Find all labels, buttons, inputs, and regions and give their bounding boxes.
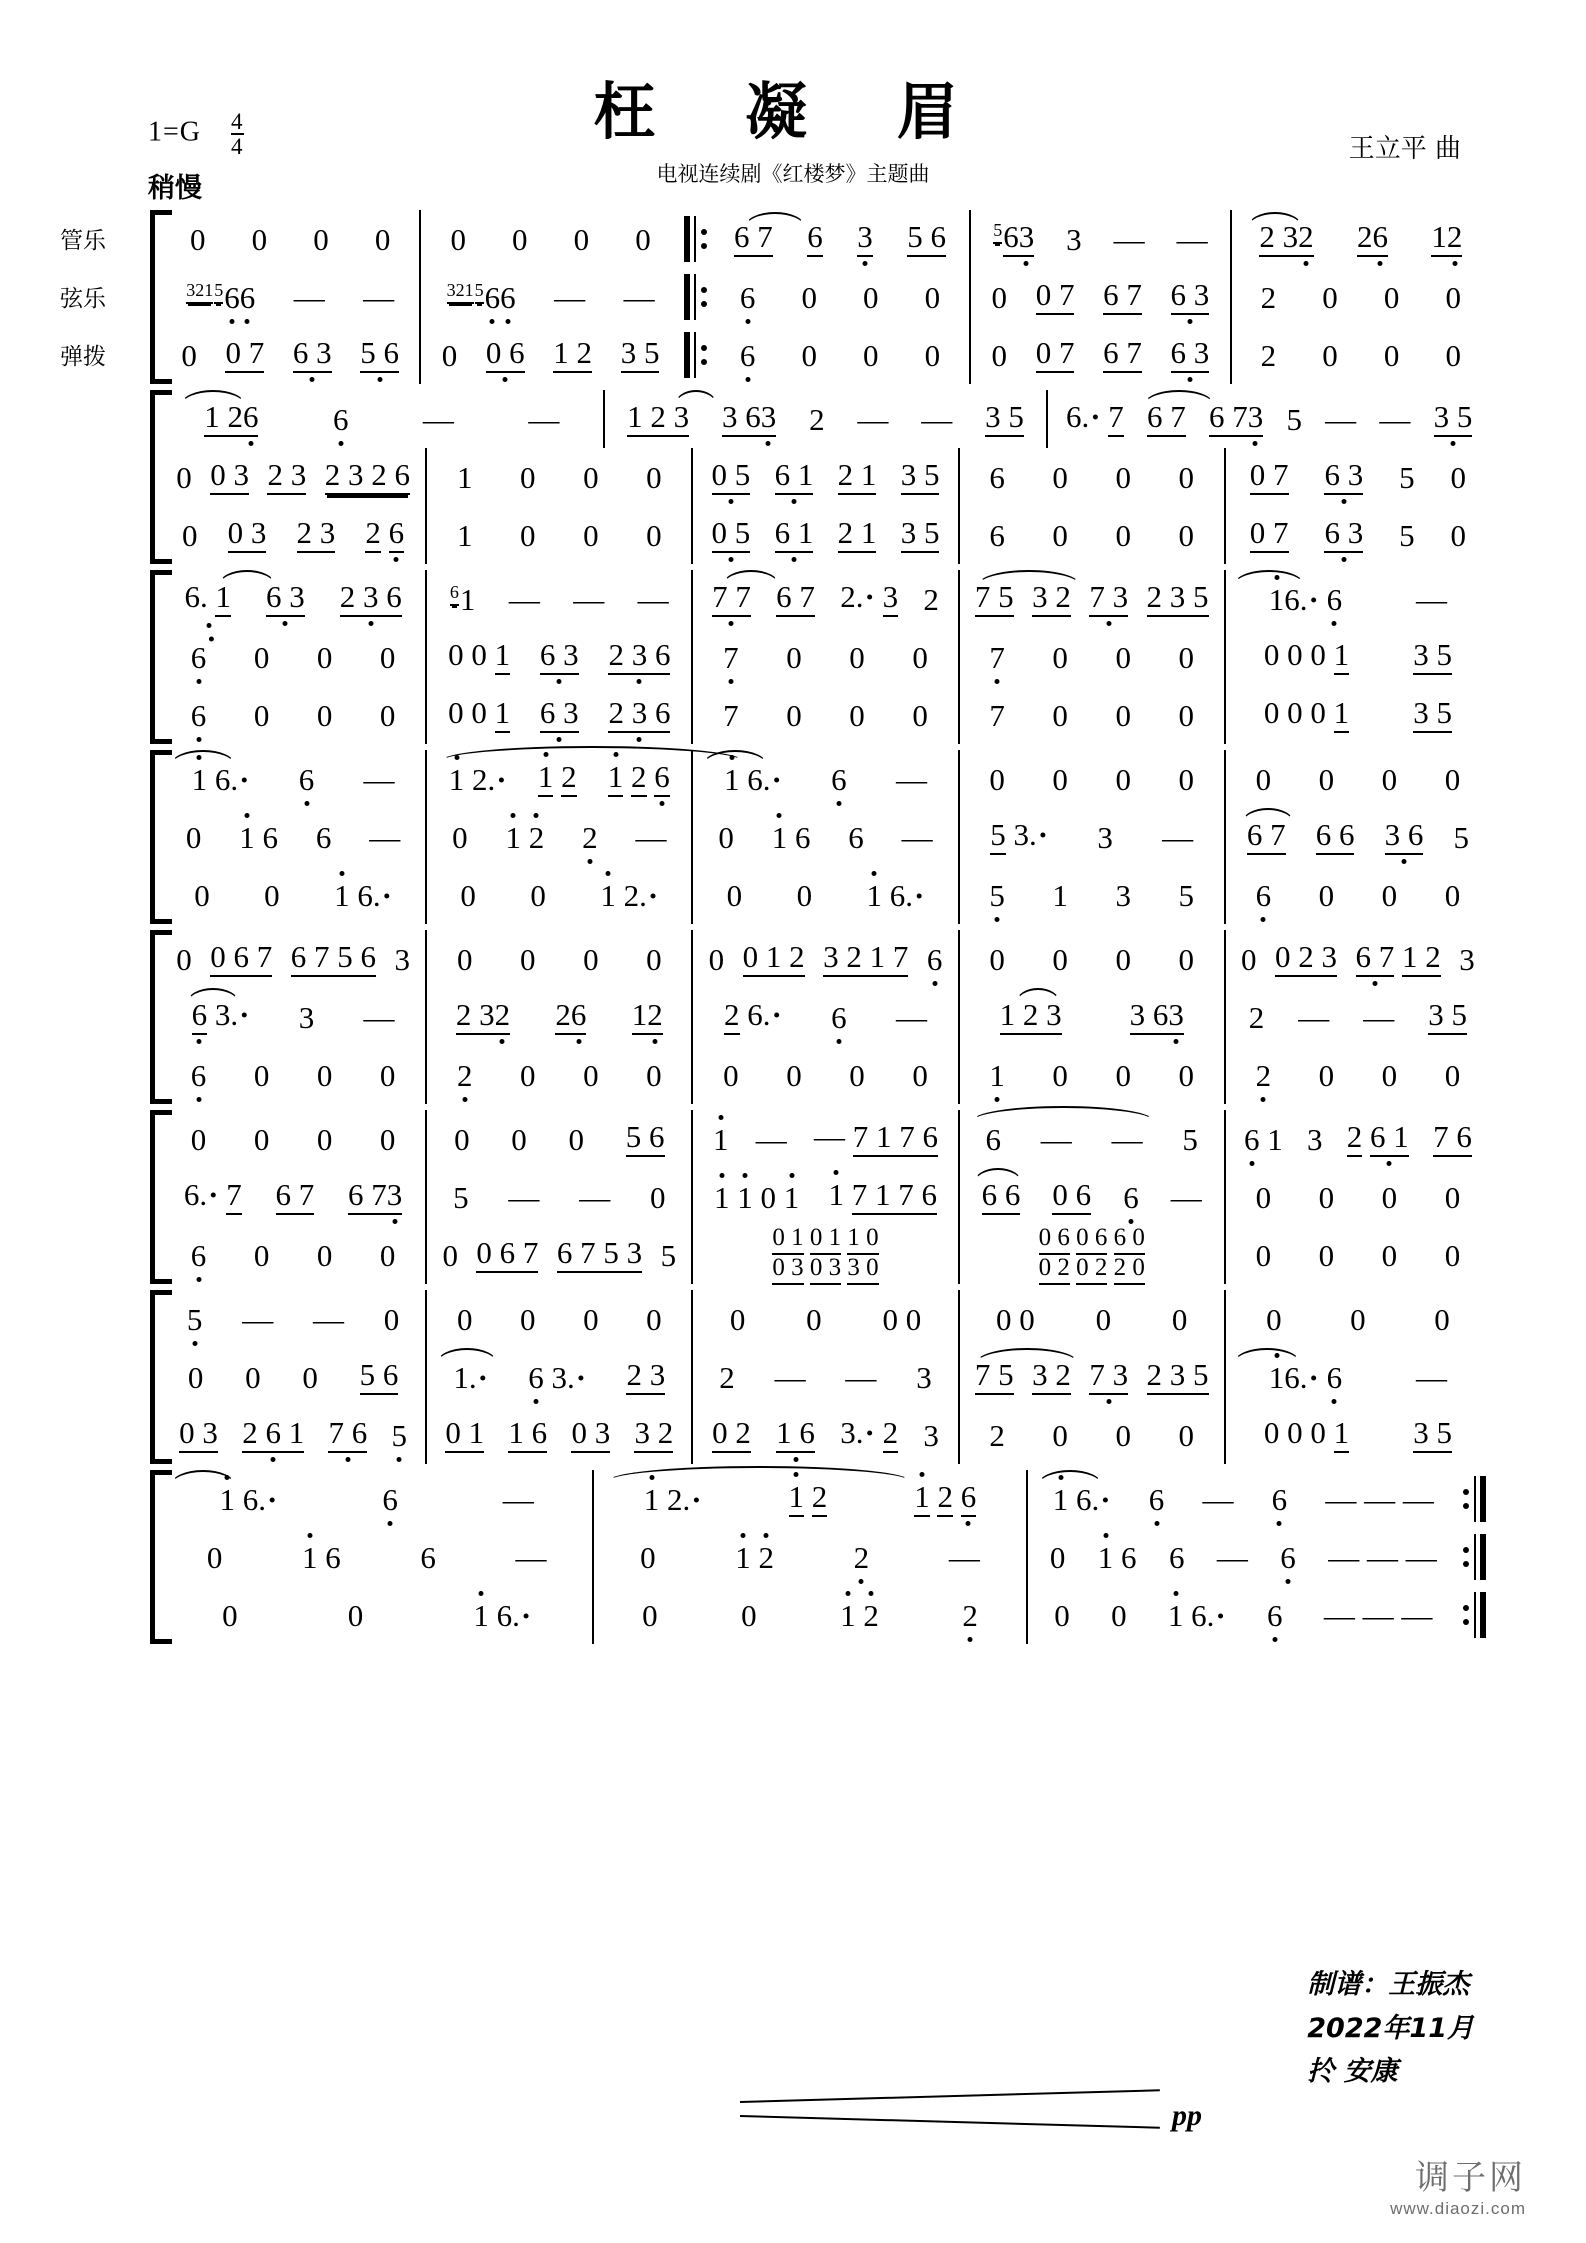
measure: 6. · 1 6 3 2 3 6 [161,570,425,628]
measure: 0 0 0 0 [1224,1226,1490,1284]
measure: 6 0 0 0 [958,448,1224,506]
measure: 6 0 0 0 [958,506,1224,564]
measure: 1 0 0 0 [425,506,691,564]
measure: 0 1 1 6 0 3 3 2 [425,1406,691,1464]
arranger-credit [1307,1963,1474,2093]
measure: 0 0 0 0 [190,1121,396,1157]
credit-line-3: 扵 安康 [1307,2055,1398,2087]
measure: 0 0 3 2 3 2 3 2 6 [176,457,410,495]
measure: 0 6 0 6 6 0 0 2 0 2 2 0 [958,1226,1224,1284]
staff-label-strings: 弦乐 [60,286,106,312]
measure: 0 7 6 3 5 0 [1224,506,1490,564]
measure: 2 0 0 0 [1230,326,1490,384]
system-4 [0,750,1586,924]
voice-line-strings [161,1528,1490,1586]
measure: 1 — — 7 1 7 6 [691,1110,957,1168]
measure: 6 1 3 2 6 1 7 6 [1224,1110,1490,1168]
measure: 2 32 26 12 [1230,210,1490,268]
measure: 321566 — — [186,279,395,315]
measure: 0 0 0 0 [691,1046,957,1104]
measure: 0 0 0 5 6 [187,1357,399,1395]
measure: 0 5 6 1 2 1 3 5 [691,506,957,564]
measure: 6 0 0 0 [190,1237,396,1273]
measure: 6 0 0 0 [190,639,396,675]
measure: 1 2 3 3 63 [958,988,1224,1046]
measure: 6 0 0 0 [739,337,941,373]
voice-line-wind [161,1110,1490,1168]
system-2 [0,390,1586,564]
measure: 0 3 2 6 1 7 6 5 [179,1415,408,1453]
measure: 0 1 0 1 1 0 0 3 0 3 3 0 [691,1226,957,1284]
measure: 0 0 1 6. · [161,866,425,924]
measure: 0 0 0 0 [958,1290,1224,1348]
measure: 0 0 7 6 3 5 6 [181,335,400,373]
measure: 5 — — 0 [186,1301,400,1337]
voice-line-wind [161,390,1490,448]
measure: 16. · 6 — [1224,570,1490,628]
measure: 0 1 6 6 — [185,819,401,855]
watermark-site-url: www.diaozi.com [1390,2199,1526,2218]
measure: 0 1 2 2 — [425,808,691,866]
measure: 0 0 1 6. · [691,866,957,924]
measure: 0 0 6 7 6 7 5 3 5 [425,1226,691,1284]
measure: 0 0 2 3 6 7 1 2 3 [1224,930,1490,988]
tempo-marking: 稍慢 [148,173,202,204]
measure: 0 0 1 2 3 2 1 7 6 [691,930,957,988]
voice-line-strings [161,1168,1490,1226]
measure: 0 0 0 0 [1224,750,1490,808]
measure: 0 0 3 2 3 2 6 [182,515,405,553]
measure: 321566 — — [419,268,679,326]
voice-line-wind [161,930,1490,988]
repeat-end [1459,1528,1490,1586]
measure: 16. · 6 — [1224,1348,1490,1406]
staff-label-plucked: 弹拨 [60,344,106,370]
measure: 0 0 0 [1224,1290,1490,1348]
measure: 1 6. · 6 — [691,750,957,808]
measure: 0 0 1 6 3 2 3 6 [425,628,691,686]
measure: 0 0 1 2. · [425,866,691,924]
measure: 2 0 0 0 [425,1046,691,1104]
voice-line-strings [161,808,1490,866]
key-signature: 1=G [148,116,202,148]
staff-labels-1 [60,210,150,384]
site-watermark [1390,2150,1526,2219]
measure: 1 2. · 1 2 1 2 6 [425,750,691,808]
time-signature: $\frac{4}{4}$ [231,109,244,159]
repeat-start [680,210,711,268]
system-6 [0,1110,1586,1284]
measure: 0 0 0 1 3 5 [1224,1406,1490,1464]
measure: 1 0 0 0 [425,448,691,506]
measure: 2 6. · 6 — [691,988,957,1046]
measure: 6. · 7 6 7 6 73 5 — — 3 5 [1046,390,1490,448]
measure: 6 0 0 0 [1224,866,1490,924]
measure: 5 — — 0 [425,1168,691,1226]
voice-line-plucked [161,1226,1490,1284]
staff-label-wind: 管乐 [60,228,106,254]
measure: 0 0 0 5 6 [425,1110,691,1168]
voice-line-plucked [161,506,1490,564]
measure: 0 5 6 1 2 1 3 5 [691,448,957,506]
measure: 0 0 0 0 [1224,1168,1490,1226]
voice-line-plucked [161,326,1490,384]
measure: 0 0 0 0 [691,1290,957,1348]
measure: 0 2 1 6 3. · 2 3 [691,1406,957,1464]
measure: 0 0 0 0 [190,221,391,257]
measure: 0 7 6 3 5 0 [1224,448,1490,506]
measure: 1. · 6 3. · 2 3 [425,1348,691,1406]
measure: 61 — — — [425,570,691,628]
voice-line-plucked [161,686,1490,744]
measure: 1 2 3 3 63 2 — — 3 5 [603,390,1047,448]
watermark-site-name: 调子网 [1415,2158,1526,2198]
decrescendo-hairpin [740,2101,1160,2123]
measure: 0 0 0 0 [425,1290,691,1348]
measure: 0 1 6 6 — [206,1539,547,1575]
measure: 7 0 0 0 [958,628,1224,686]
measure: 0 0 1 6. · 6 — — — [1026,1586,1459,1644]
measure: 0 0 6 1 2 3 5 [419,326,679,384]
measure: 6 — — 5 [958,1110,1224,1168]
measure: 1 2. · 1 2 1 2 6 [592,1470,1025,1528]
measure: 6. · 7 6 7 6 73 [161,1168,425,1226]
system-5 [0,930,1586,1104]
score-header [0,0,1586,210]
voice-line-wind [161,750,1490,808]
measure: 0 0 1 6 3 2 3 6 [425,686,691,744]
measure: 2 0 0 0 [958,1406,1224,1464]
measure: 2 — — 3 5 [1224,988,1490,1046]
measure: 7 0 0 0 [691,628,957,686]
page-subtitle: 电视连续剧《红楼梦》主题曲 [656,162,930,186]
voice-line-strings [161,448,1490,506]
measure: 2 — — 3 [691,1348,957,1406]
measure: 6 0 0 0 [739,279,941,315]
voice-line-wind [161,210,1490,268]
system-3 [0,570,1586,744]
measure: 6 7 6 3 5 6 [711,210,969,268]
measure: 7 5 3 2 7 3 2 3 5 [958,570,1224,628]
repeat-end [1459,1470,1490,1528]
system-1 [0,210,1586,384]
repeat-end [1459,1586,1490,1644]
measure: 5 3. · 3 — [958,808,1224,866]
measure: 6 0 0 0 [190,697,396,733]
measure: 563 3 — — [969,210,1229,268]
measure: 2 0 0 0 [1230,268,1490,326]
voice-line-plucked [161,866,1490,924]
dynamic-marking: pp [1172,2099,1202,2132]
voice-line-wind [161,1290,1490,1348]
measure: 0 0 0 1 3 5 [1224,628,1490,686]
measure: 0 1 6 6 — [691,808,957,866]
measure: 0 1 2 2 — [592,1528,1025,1586]
measure: 1 6. · 6 — [161,1470,592,1528]
measure: 2 0 0 0 [1224,1046,1490,1104]
repeat-start [680,326,711,384]
measure: 6 6 0 6 6 — [958,1168,1224,1226]
voice-line-strings [161,988,1490,1046]
voice-line-wind [161,570,1490,628]
credit-line-2: 2022年11月 [1307,2012,1474,2044]
measure: 5 1 3 5 [958,866,1224,924]
voice-line-strings [161,1348,1490,1406]
measure: 0 0 6 7 6 7 5 6 3 [176,939,410,977]
system-7 [0,1290,1586,1464]
measure: 0 0 0 0 [419,210,679,268]
composer-credit: 王立平 曲 [1348,134,1461,164]
voice-line-wind [161,1470,1490,1528]
measure: 6 7 6 6 3 6 5 [1224,808,1490,866]
measure: 1 1 0 1 1 7 1 7 6 [691,1168,957,1226]
measure: 7 0 0 0 [691,686,957,744]
voice-line-plucked [161,1046,1490,1104]
measure: 0 0 0 0 [958,750,1224,808]
measure: 6 0 0 0 [190,1057,396,1093]
measure: 7 5 3 2 7 3 2 3 5 [958,1348,1224,1406]
measure: 0 0 7 6 7 6 3 [969,268,1229,326]
system-8 [0,1470,1586,1644]
measure: 0 0 0 0 [425,930,691,988]
voice-line-strings [161,628,1490,686]
measure: 0 0 1 6. · [161,1586,592,1644]
measure: 7 7 6 7 2. · 3 2 [691,570,957,628]
measure: 0 1 6 6 — 6 — — — [1026,1528,1459,1586]
voice-line-plucked [161,1586,1490,1644]
measure: 1 26 6 — — [161,390,603,448]
measure: 1 0 0 0 [958,1046,1224,1104]
page-title: 枉 凝 眉 [593,75,993,148]
measure: 7 0 0 0 [958,686,1224,744]
voice-line-plucked [161,1406,1490,1464]
measure: 6 3. · 3 — [161,988,425,1046]
credit-line-1: 制谱：王振杰 [1307,1969,1470,2001]
measure: 1 6. · 6 — [161,750,425,808]
measure: 0 0 1 2 2 [592,1586,1025,1644]
voice-line-strings [161,268,1490,326]
measure: 0 0 7 6 7 6 3 [969,326,1229,384]
measure: 0 0 0 1 3 5 [1224,686,1490,744]
measure: 1 6. · 6 — 6 — — — [1026,1470,1459,1528]
measure: 2 32 26 12 [425,988,691,1046]
measure: 0 0 0 0 [958,930,1224,988]
repeat-start [680,268,711,326]
